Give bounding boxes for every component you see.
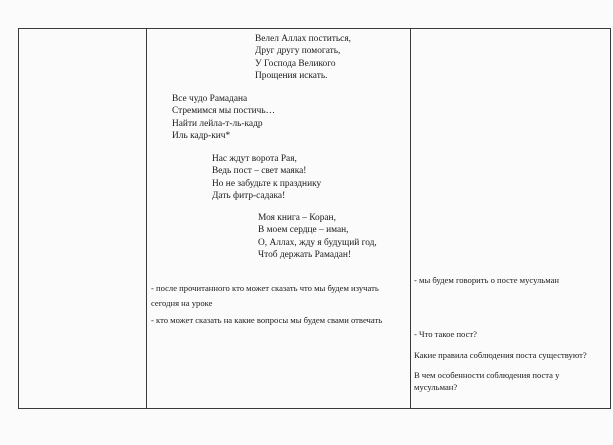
poem-line: Чтоб держать Рамадан!	[258, 250, 352, 261]
poem-line: Друг другу помогать,	[255, 46, 341, 57]
poem-stanza-4	[258, 212, 377, 262]
student-question: Какие правила соблюдения поста существуют?	[414, 349, 587, 360]
student-question: В чем особенности соблюдения поста у мусульман?	[414, 370, 560, 392]
poem-stanza-3	[212, 153, 321, 203]
poem-line: Дать фитр-садака!	[212, 191, 286, 202]
poem-line: Все чудо Рамадана	[172, 94, 248, 104]
teacher-text	[151, 281, 406, 328]
poem-line: Прощения искать.	[255, 71, 328, 82]
poem-line: Моя книга – Коран,	[258, 213, 336, 223]
poem-line: В моем сердце – иман,	[258, 225, 349, 236]
teacher-question: - кто может сказать на какие вопросы мы будем свами отвечать	[151, 315, 383, 325]
table-top-border	[18, 28, 611, 29]
poem-line: Стремимся мы постичь…	[172, 106, 276, 117]
student-question: - Что такое пост?	[414, 329, 477, 339]
table-right-border	[610, 28, 611, 408]
table-left-border	[18, 28, 19, 408]
table-bottom-border	[18, 408, 611, 409]
poem-line: Найти лейла-т-ль-кадр	[172, 118, 263, 129]
student-answer-block	[414, 275, 594, 287]
teacher-question: - после прочитанного кто может сказать что мы будем изучать сегодня на уроке	[151, 283, 379, 308]
poem-line: Ведь пост – свет маяка!	[212, 166, 307, 177]
poem-line: Велел Аллах поститься,	[255, 34, 351, 44]
student-answer: - мы будем говорить о посте мусульман	[414, 275, 560, 285]
poem-stanza-2	[172, 93, 275, 143]
poem-line: Нас ждут ворота Рая,	[212, 154, 297, 164]
column-divider-1	[146, 28, 147, 408]
student-question-block	[414, 329, 594, 393]
poem-line: Но не забудьте к празднику	[212, 178, 322, 189]
poem-line: У Господа Великого	[255, 58, 336, 69]
poem-line: Иль кадр-кич*	[172, 131, 231, 142]
column-divider-2	[410, 28, 411, 408]
poem-line: О, Аллах, жду я будущий год,	[258, 237, 377, 248]
poem-stanza-1	[255, 33, 351, 83]
